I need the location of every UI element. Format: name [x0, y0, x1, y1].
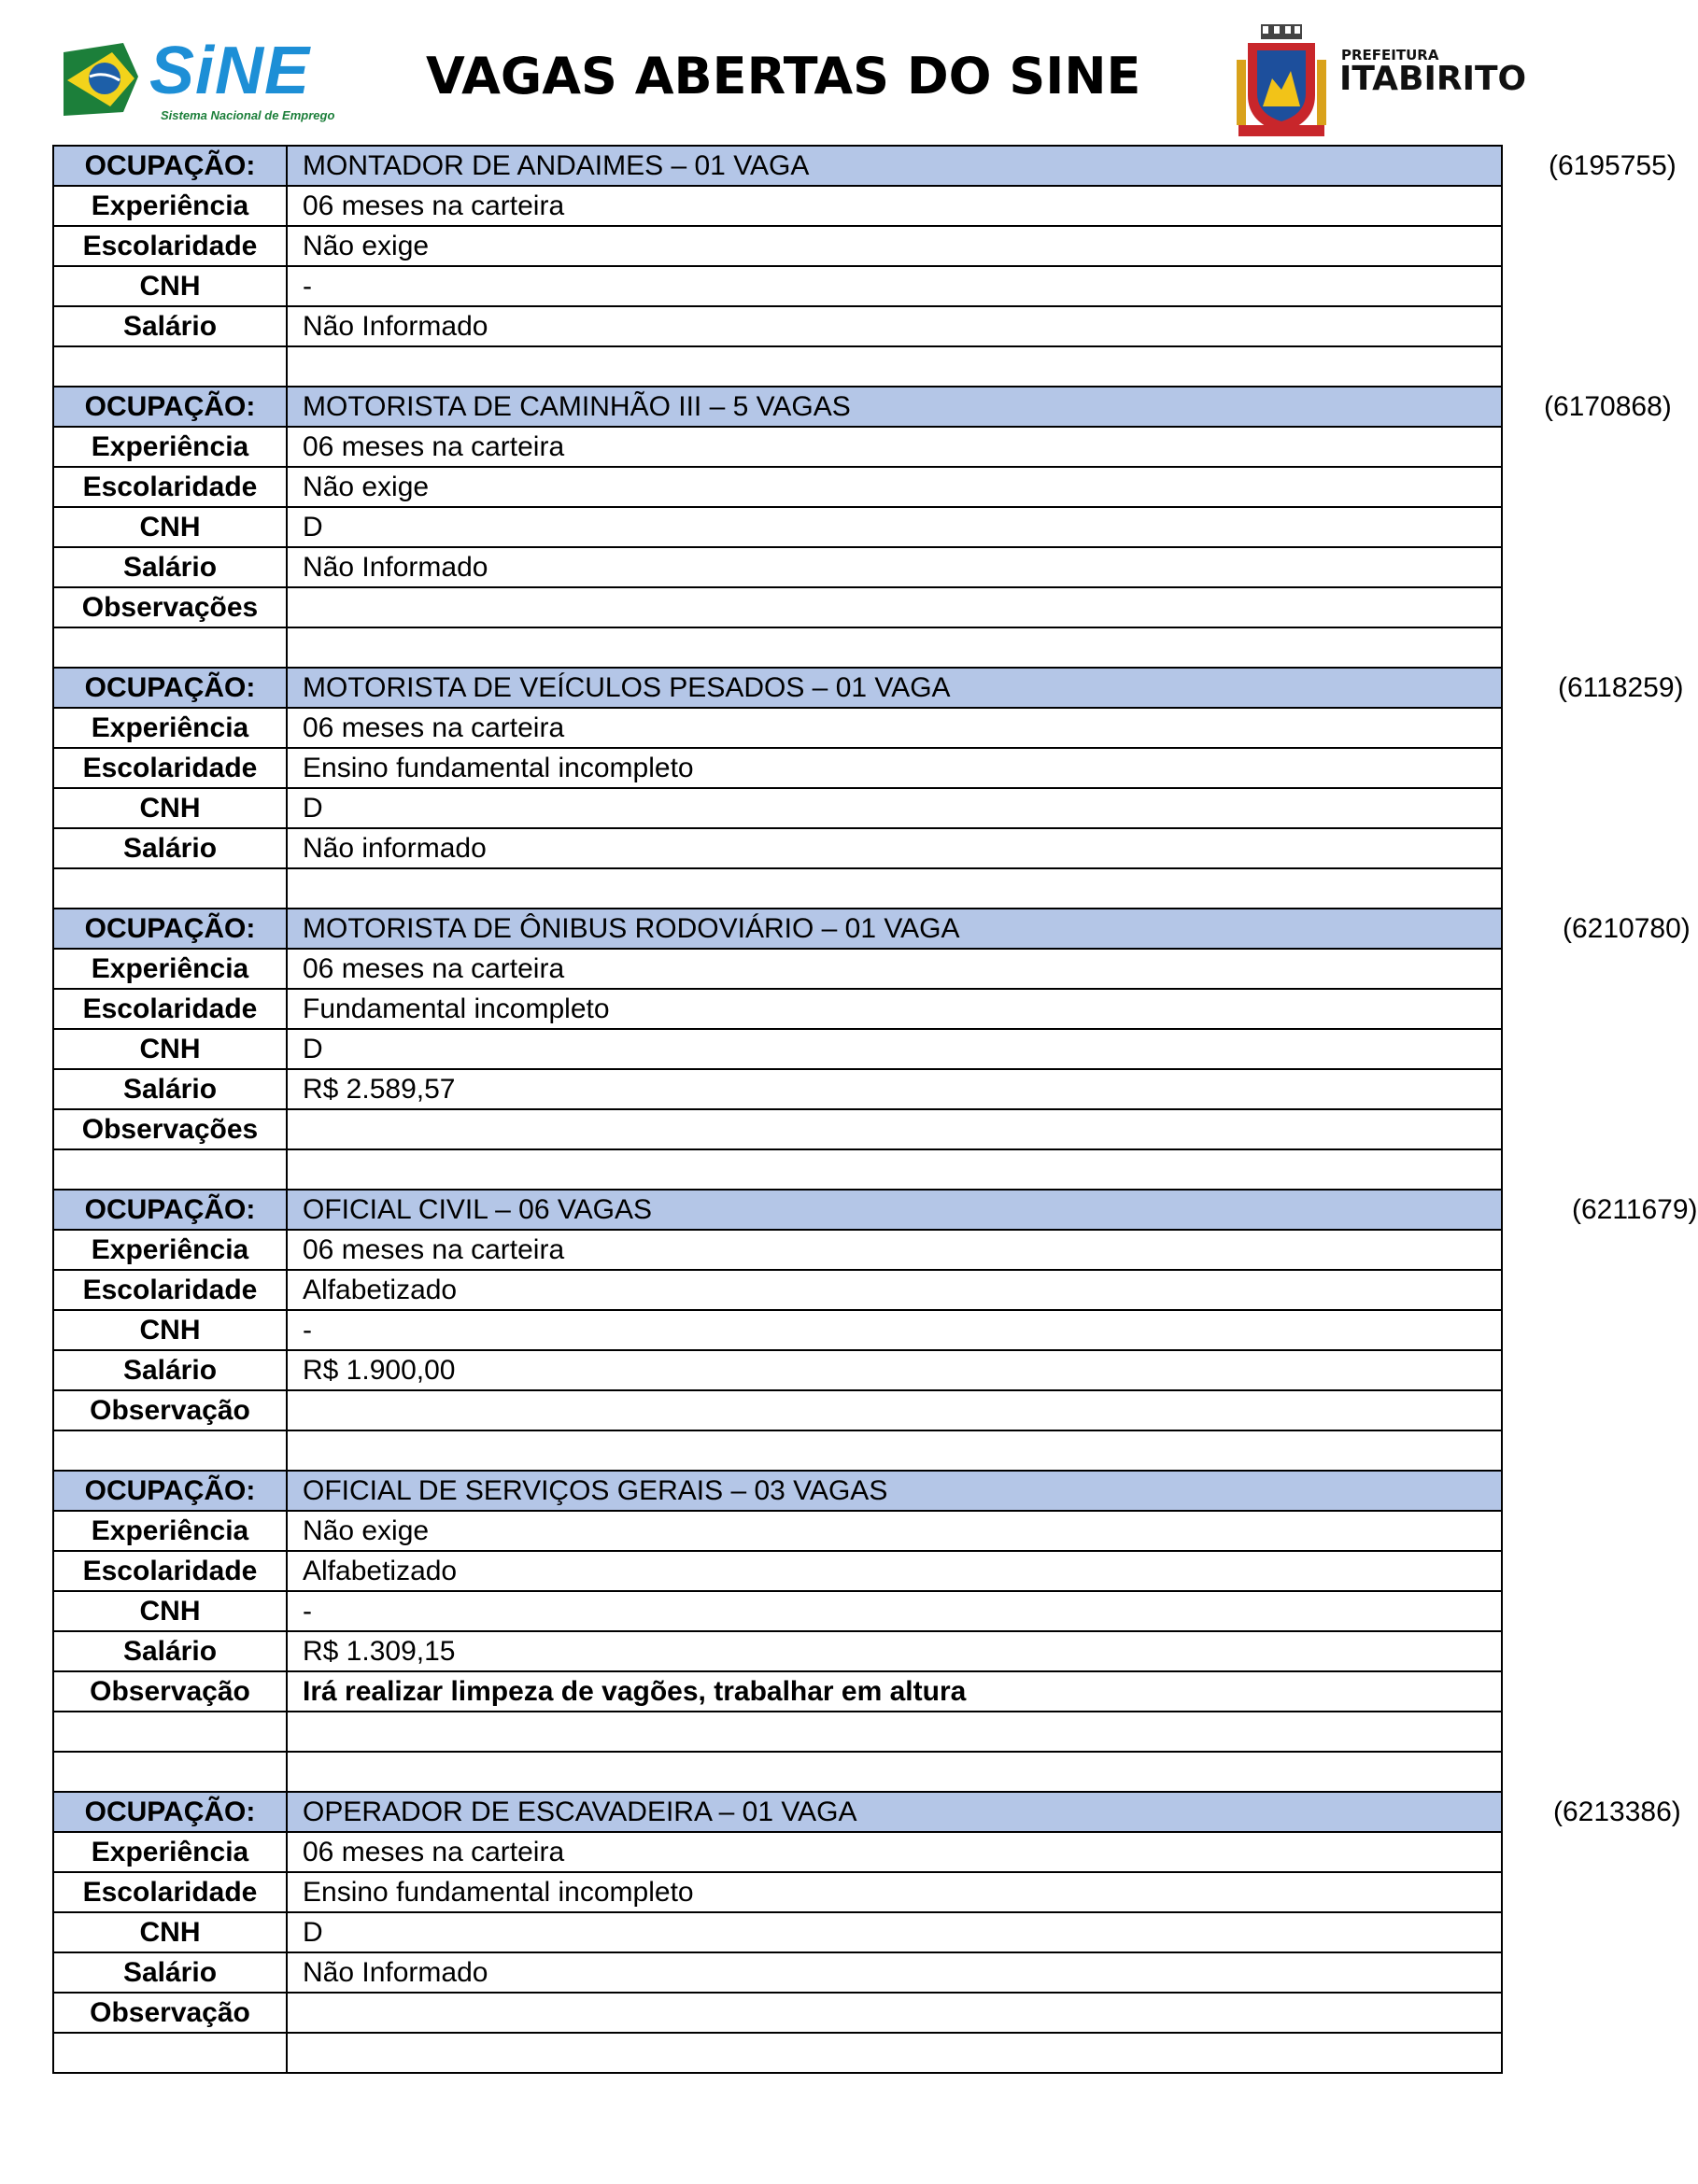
occupation-row — [53, 1190, 1502, 1230]
license-label: CNH — [53, 788, 287, 828]
job-code: (6210780) — [1563, 913, 1691, 944]
table-row — [53, 1230, 1502, 1270]
table-row — [53, 226, 1502, 266]
education-label: Escolaridade — [53, 989, 287, 1029]
education-value: Alfabetizado — [287, 1551, 1502, 1591]
notes-value — [287, 1109, 1502, 1149]
page-header — [52, 22, 1527, 144]
license-label: CNH — [53, 1591, 287, 1631]
occupation-row — [53, 909, 1502, 949]
job-openings-table — [52, 145, 1698, 2074]
license-label: CNH — [53, 266, 287, 306]
notes-label: Observações — [53, 587, 287, 627]
table-row — [53, 547, 1502, 587]
table-row — [53, 587, 1502, 627]
salary-label: Salário — [53, 1952, 287, 1993]
experience-label: Experiência — [53, 949, 287, 989]
education-label: Escolaridade — [53, 226, 287, 266]
table-row — [53, 266, 1502, 306]
experience-value: 06 meses na carteira — [287, 949, 1502, 989]
table-row — [53, 1671, 1502, 1712]
salary-label: Salário — [53, 828, 287, 868]
job-code: (6195755) — [1549, 150, 1677, 181]
experience-label: Experiência — [53, 1230, 287, 1270]
notes-label: Observação — [53, 1671, 287, 1712]
license-value: D — [287, 788, 1502, 828]
sine-logo-subtitle: Sistema Nacional de Emprego — [161, 108, 335, 122]
spacer-row — [53, 1752, 1502, 1792]
occupation-label: OCUPAÇÃO: — [53, 909, 287, 949]
job-code: (6170868) — [1544, 391, 1672, 422]
occupation-title: OFICIAL CIVIL – 06 VAGAS — [303, 1194, 653, 1225]
experience-value: 06 meses na carteira — [287, 427, 1502, 467]
education-label: Escolaridade — [53, 1872, 287, 1912]
table-row — [53, 1952, 1502, 1993]
table-row — [53, 1912, 1502, 1952]
occupation-row — [53, 387, 1502, 427]
occupation-title: MOTORISTA DE VEÍCULOS PESADOS – 01 VAGA — [303, 672, 951, 703]
license-value: - — [287, 1591, 1502, 1631]
salary-value: Não Informado — [287, 306, 1502, 346]
occupation-row — [53, 1471, 1502, 1511]
education-label: Escolaridade — [53, 467, 287, 507]
license-label: CNH — [53, 1029, 287, 1069]
occupation-label: OCUPAÇÃO: — [53, 387, 287, 427]
experience-label: Experiência — [53, 1832, 287, 1872]
table-row — [53, 427, 1502, 467]
education-value: Não exige — [287, 226, 1502, 266]
notes-label: Observação — [53, 1390, 287, 1430]
license-label: CNH — [53, 1912, 287, 1952]
experience-label: Experiência — [53, 186, 287, 226]
spacer-row — [53, 868, 1502, 909]
occupation-title: MOTORISTA DE CAMINHÃO III – 5 VAGAS — [303, 391, 851, 422]
salary-label: Salário — [53, 1631, 287, 1671]
education-value: Ensino fundamental incompleto — [287, 1872, 1502, 1912]
spacer-row — [53, 1430, 1502, 1471]
experience-label: Experiência — [53, 427, 287, 467]
spacer-row — [53, 627, 1502, 668]
salary-value: R$ 1.900,00 — [287, 1350, 1502, 1390]
license-label: CNH — [53, 1310, 287, 1350]
table-row — [53, 1029, 1502, 1069]
occupation-label: OCUPAÇÃO: — [53, 1471, 287, 1511]
salary-label: Salário — [53, 1069, 287, 1109]
table-row — [53, 989, 1502, 1029]
experience-value: 06 meses na carteira — [287, 1230, 1502, 1270]
spacer-row — [53, 1712, 1502, 1752]
table-row — [53, 1390, 1502, 1430]
salary-label: Salário — [53, 1350, 287, 1390]
occupation-row — [53, 146, 1502, 186]
table-row — [53, 828, 1502, 868]
education-label: Escolaridade — [53, 1270, 287, 1310]
sine-logo — [58, 32, 335, 134]
experience-value: Não exige — [287, 1511, 1502, 1551]
table-row — [53, 949, 1502, 989]
education-value: Fundamental incompleto — [287, 989, 1502, 1029]
table-row — [53, 467, 1502, 507]
experience-label: Experiência — [53, 1511, 287, 1551]
experience-value: 06 meses na carteira — [287, 1832, 1502, 1872]
experience-label: Experiência — [53, 708, 287, 748]
occupation-row — [53, 668, 1502, 708]
occupation-label: OCUPAÇÃO: — [53, 146, 287, 186]
spacer-row — [53, 346, 1502, 387]
table-row — [53, 1551, 1502, 1591]
spacer-row — [53, 1149, 1502, 1190]
occupation-title: MONTADOR DE ANDAIMES – 01 VAGA — [303, 150, 810, 181]
table-row — [53, 1591, 1502, 1631]
salary-label: Salário — [53, 547, 287, 587]
occupation-label: OCUPAÇÃO: — [53, 1190, 287, 1230]
notes-value — [287, 1390, 1502, 1430]
table-row — [53, 708, 1502, 748]
experience-value: 06 meses na carteira — [287, 186, 1502, 226]
table-row — [53, 1109, 1502, 1149]
table-row — [53, 1350, 1502, 1390]
license-value: D — [287, 1029, 1502, 1069]
salary-label: Salário — [53, 306, 287, 346]
occupation-label: OCUPAÇÃO: — [53, 668, 287, 708]
notes-label: Observação — [53, 1993, 287, 2033]
license-value: - — [287, 1310, 1502, 1350]
occupation-title: OFICIAL DE SERVIÇOS GERAIS – 03 VAGAS — [303, 1475, 888, 1506]
city-crest-icon — [1235, 22, 1328, 140]
education-value: Não exige — [287, 467, 1502, 507]
table-row — [53, 788, 1502, 828]
table-row — [53, 1511, 1502, 1551]
experience-value: 06 meses na carteira — [287, 708, 1502, 748]
job-code: (6211679) — [1572, 1194, 1698, 1225]
spacer-row — [53, 2033, 1502, 2073]
table-row — [53, 1631, 1502, 1671]
license-value: D — [287, 1912, 1502, 1952]
page-title: VAGAS ABERTAS DO SINE — [426, 47, 1141, 106]
table-row — [53, 1069, 1502, 1109]
sine-flag-icon — [58, 39, 144, 120]
license-value: - — [287, 266, 1502, 306]
occupation-row — [53, 1792, 1502, 1832]
notes-value — [287, 587, 1502, 627]
table-row — [53, 1832, 1502, 1872]
education-label: Escolaridade — [53, 1551, 287, 1591]
sine-logo-text: SiNE — [149, 34, 311, 108]
job-code: (6118259) — [1558, 672, 1684, 703]
prefeitura-label: PREFEITURA — [1341, 47, 1439, 63]
occupation-title: MOTORISTA DE ÔNIBUS RODOVIÁRIO – 01 VAGA — [303, 913, 960, 944]
notes-label: Observações — [53, 1109, 287, 1149]
education-value: Ensino fundamental incompleto — [287, 748, 1502, 788]
salary-value: Não Informado — [287, 547, 1502, 587]
table-row — [53, 507, 1502, 547]
salary-value: Não Informado — [287, 1952, 1502, 1993]
salary-value: Não informado — [287, 828, 1502, 868]
notes-value: Irá realizar limpeza de vagões, trabalhar em altura — [287, 1671, 1502, 1712]
salary-value: R$ 1.309,15 — [287, 1631, 1502, 1671]
notes-value — [287, 1993, 1502, 2033]
prefeitura-logo — [1229, 22, 1527, 144]
table-row — [53, 748, 1502, 788]
table-row — [53, 1270, 1502, 1310]
occupation-title: OPERADOR DE ESCAVADEIRA – 01 VAGA — [303, 1797, 857, 1827]
table-row — [53, 1993, 1502, 2033]
table-row — [53, 1872, 1502, 1912]
table-row — [53, 186, 1502, 226]
job-code: (6213386) — [1553, 1797, 1681, 1827]
license-label: CNH — [53, 507, 287, 547]
table-row — [53, 1310, 1502, 1350]
education-value: Alfabetizado — [287, 1270, 1502, 1310]
license-value: D — [287, 507, 1502, 547]
occupation-label: OCUPAÇÃO: — [53, 1792, 287, 1832]
table-row — [53, 306, 1502, 346]
education-label: Escolaridade — [53, 748, 287, 788]
city-name: ITABIRITO — [1339, 60, 1527, 98]
salary-value: R$ 2.589,57 — [287, 1069, 1502, 1109]
